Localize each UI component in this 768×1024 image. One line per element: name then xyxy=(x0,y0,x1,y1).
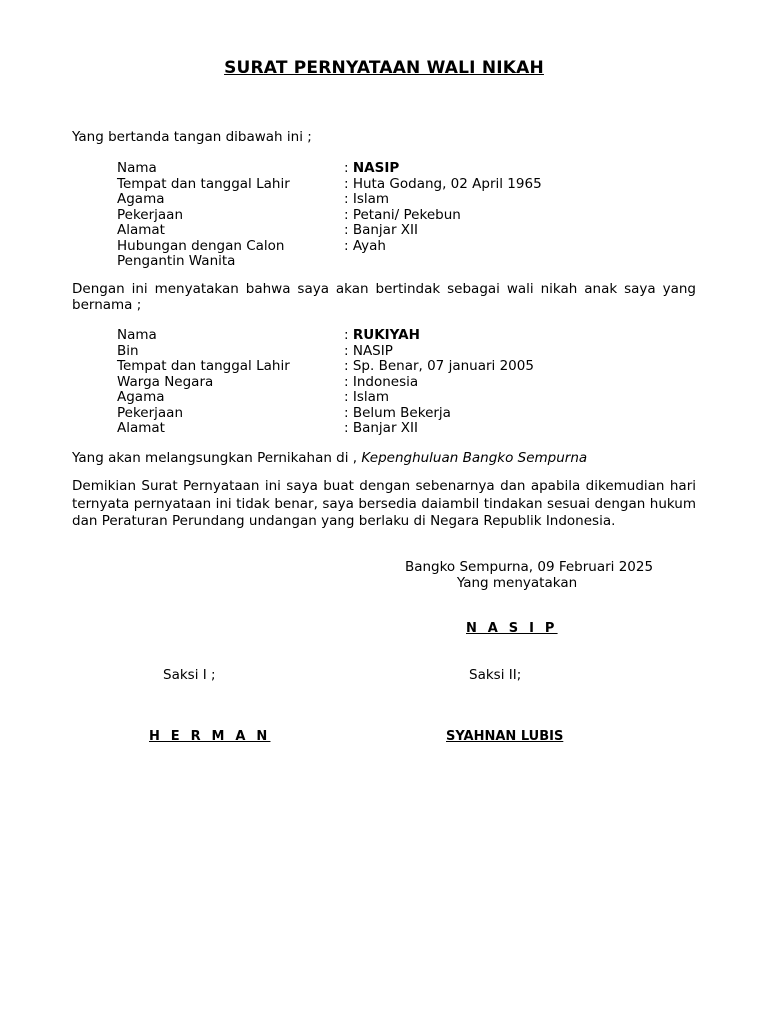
field-value: Huta Godang, 02 April 1965 xyxy=(352,175,542,192)
document-title: SURAT PERNYATAAN WALI NIKAH xyxy=(224,58,544,78)
field-value: Islam xyxy=(352,389,390,405)
wali-row-name: Nama : NASIP xyxy=(117,160,400,176)
wali-row-occupation: Pekerjaan : Petani/ Pekebun xyxy=(117,206,461,223)
field-value: NASIP xyxy=(352,342,393,359)
wali-row-address: Alamat : Banjar XII xyxy=(117,222,419,238)
field-label: Tempat dan tanggal Lahir xyxy=(117,175,290,192)
field-value: Sp. Benar, 07 januari 2005 xyxy=(352,358,534,374)
intro-text: Yang bertanda tangan dibawah ini ; xyxy=(72,129,312,145)
field-label: Nama xyxy=(117,160,157,176)
declarer-name: N A S I P xyxy=(466,621,558,636)
place-date: Bangko Sempurna, 09 Februari 2025 xyxy=(404,559,654,575)
location-name: Kepenghuluan Bangko Sempurna xyxy=(361,450,588,466)
witness1-name: H E R M A N xyxy=(149,729,271,744)
anak-row-birth: Tempat dan tanggal Lahir : Sp. Benar, 07 januari 2005 xyxy=(117,358,534,374)
anak-row-occupation: Pekerjaan : Belum Bekerja xyxy=(117,404,451,421)
field-label: Pengantin Wanita xyxy=(117,253,236,269)
signature-block xyxy=(389,560,669,591)
field-value: Islam xyxy=(352,191,390,207)
witness2-label: Saksi II; xyxy=(469,667,522,683)
anak-details xyxy=(117,328,697,437)
anak-row-religion: Agama : Islam xyxy=(117,389,390,405)
wali-details xyxy=(117,161,697,270)
field-value: Belum Bekerja xyxy=(352,404,451,421)
anak-row-bin: Bin : NASIP xyxy=(117,342,393,359)
field-label: Warga Negara xyxy=(117,373,214,390)
field-label: Pekerjaan xyxy=(117,206,184,223)
wali-row-relation-cont xyxy=(117,254,697,270)
field-value: Banjar XII xyxy=(352,222,419,238)
wali-row-relation: Hubungan dengan Calon : Ayah xyxy=(117,237,386,254)
field-label: Tempat dan tanggal Lahir xyxy=(117,358,290,374)
location-text xyxy=(72,451,696,467)
witness1-label: Saksi I ; xyxy=(163,667,216,683)
field-value: Ayah xyxy=(352,237,386,254)
field-label: Bin xyxy=(117,342,139,359)
wali-row-religion: Agama : Islam xyxy=(117,191,390,207)
anak-row-name: Nama : RUKIYAH xyxy=(117,327,420,343)
field-value: Petani/ Pekebun xyxy=(352,206,461,223)
location-prefix: Yang akan melangsungkan Pernikahan di , xyxy=(72,450,362,466)
witness2-name: SYAHNAN LUBIS xyxy=(446,729,564,744)
field-label: Pekerjaan xyxy=(117,404,184,421)
field-label: Alamat xyxy=(117,420,165,436)
field-value: NASIP xyxy=(352,160,400,176)
field-label: Nama xyxy=(117,327,157,343)
statement-text: Dengan ini menyatakan bahwa saya akan bertindak sebagai wali nikah anak saya yang bernama ; xyxy=(72,281,696,313)
closing-text: Demikian Surat Pernyataan ini saya buat dengan sebenarnya dan apabila dikemudian hari ternyata pernyataan ini tidak benar, saya bersedia daiambil tindakan sesuai dengan hukum dan Peraturan Perundang undangan yang berlaku di Negara Republik Indonesia. xyxy=(72,478,696,529)
field-label: Agama xyxy=(117,191,165,207)
anak-row-address: Alamat : Banjar XII xyxy=(117,420,419,436)
field-label: Alamat xyxy=(117,222,165,238)
field-label: Agama xyxy=(117,389,165,405)
field-value: Indonesia xyxy=(352,373,419,390)
field-value: Banjar XII xyxy=(352,420,419,436)
wali-row-birth: Tempat dan tanggal Lahir : Huta Godang, 02 April 1965 xyxy=(117,175,542,192)
field-label: Hubungan dengan Calon xyxy=(117,237,285,254)
field-value: RUKIYAH xyxy=(352,327,420,343)
anak-row-citizenship: Warga Negara : Indonesia xyxy=(117,373,419,390)
declarer-label: Yang menyatakan xyxy=(456,574,578,591)
